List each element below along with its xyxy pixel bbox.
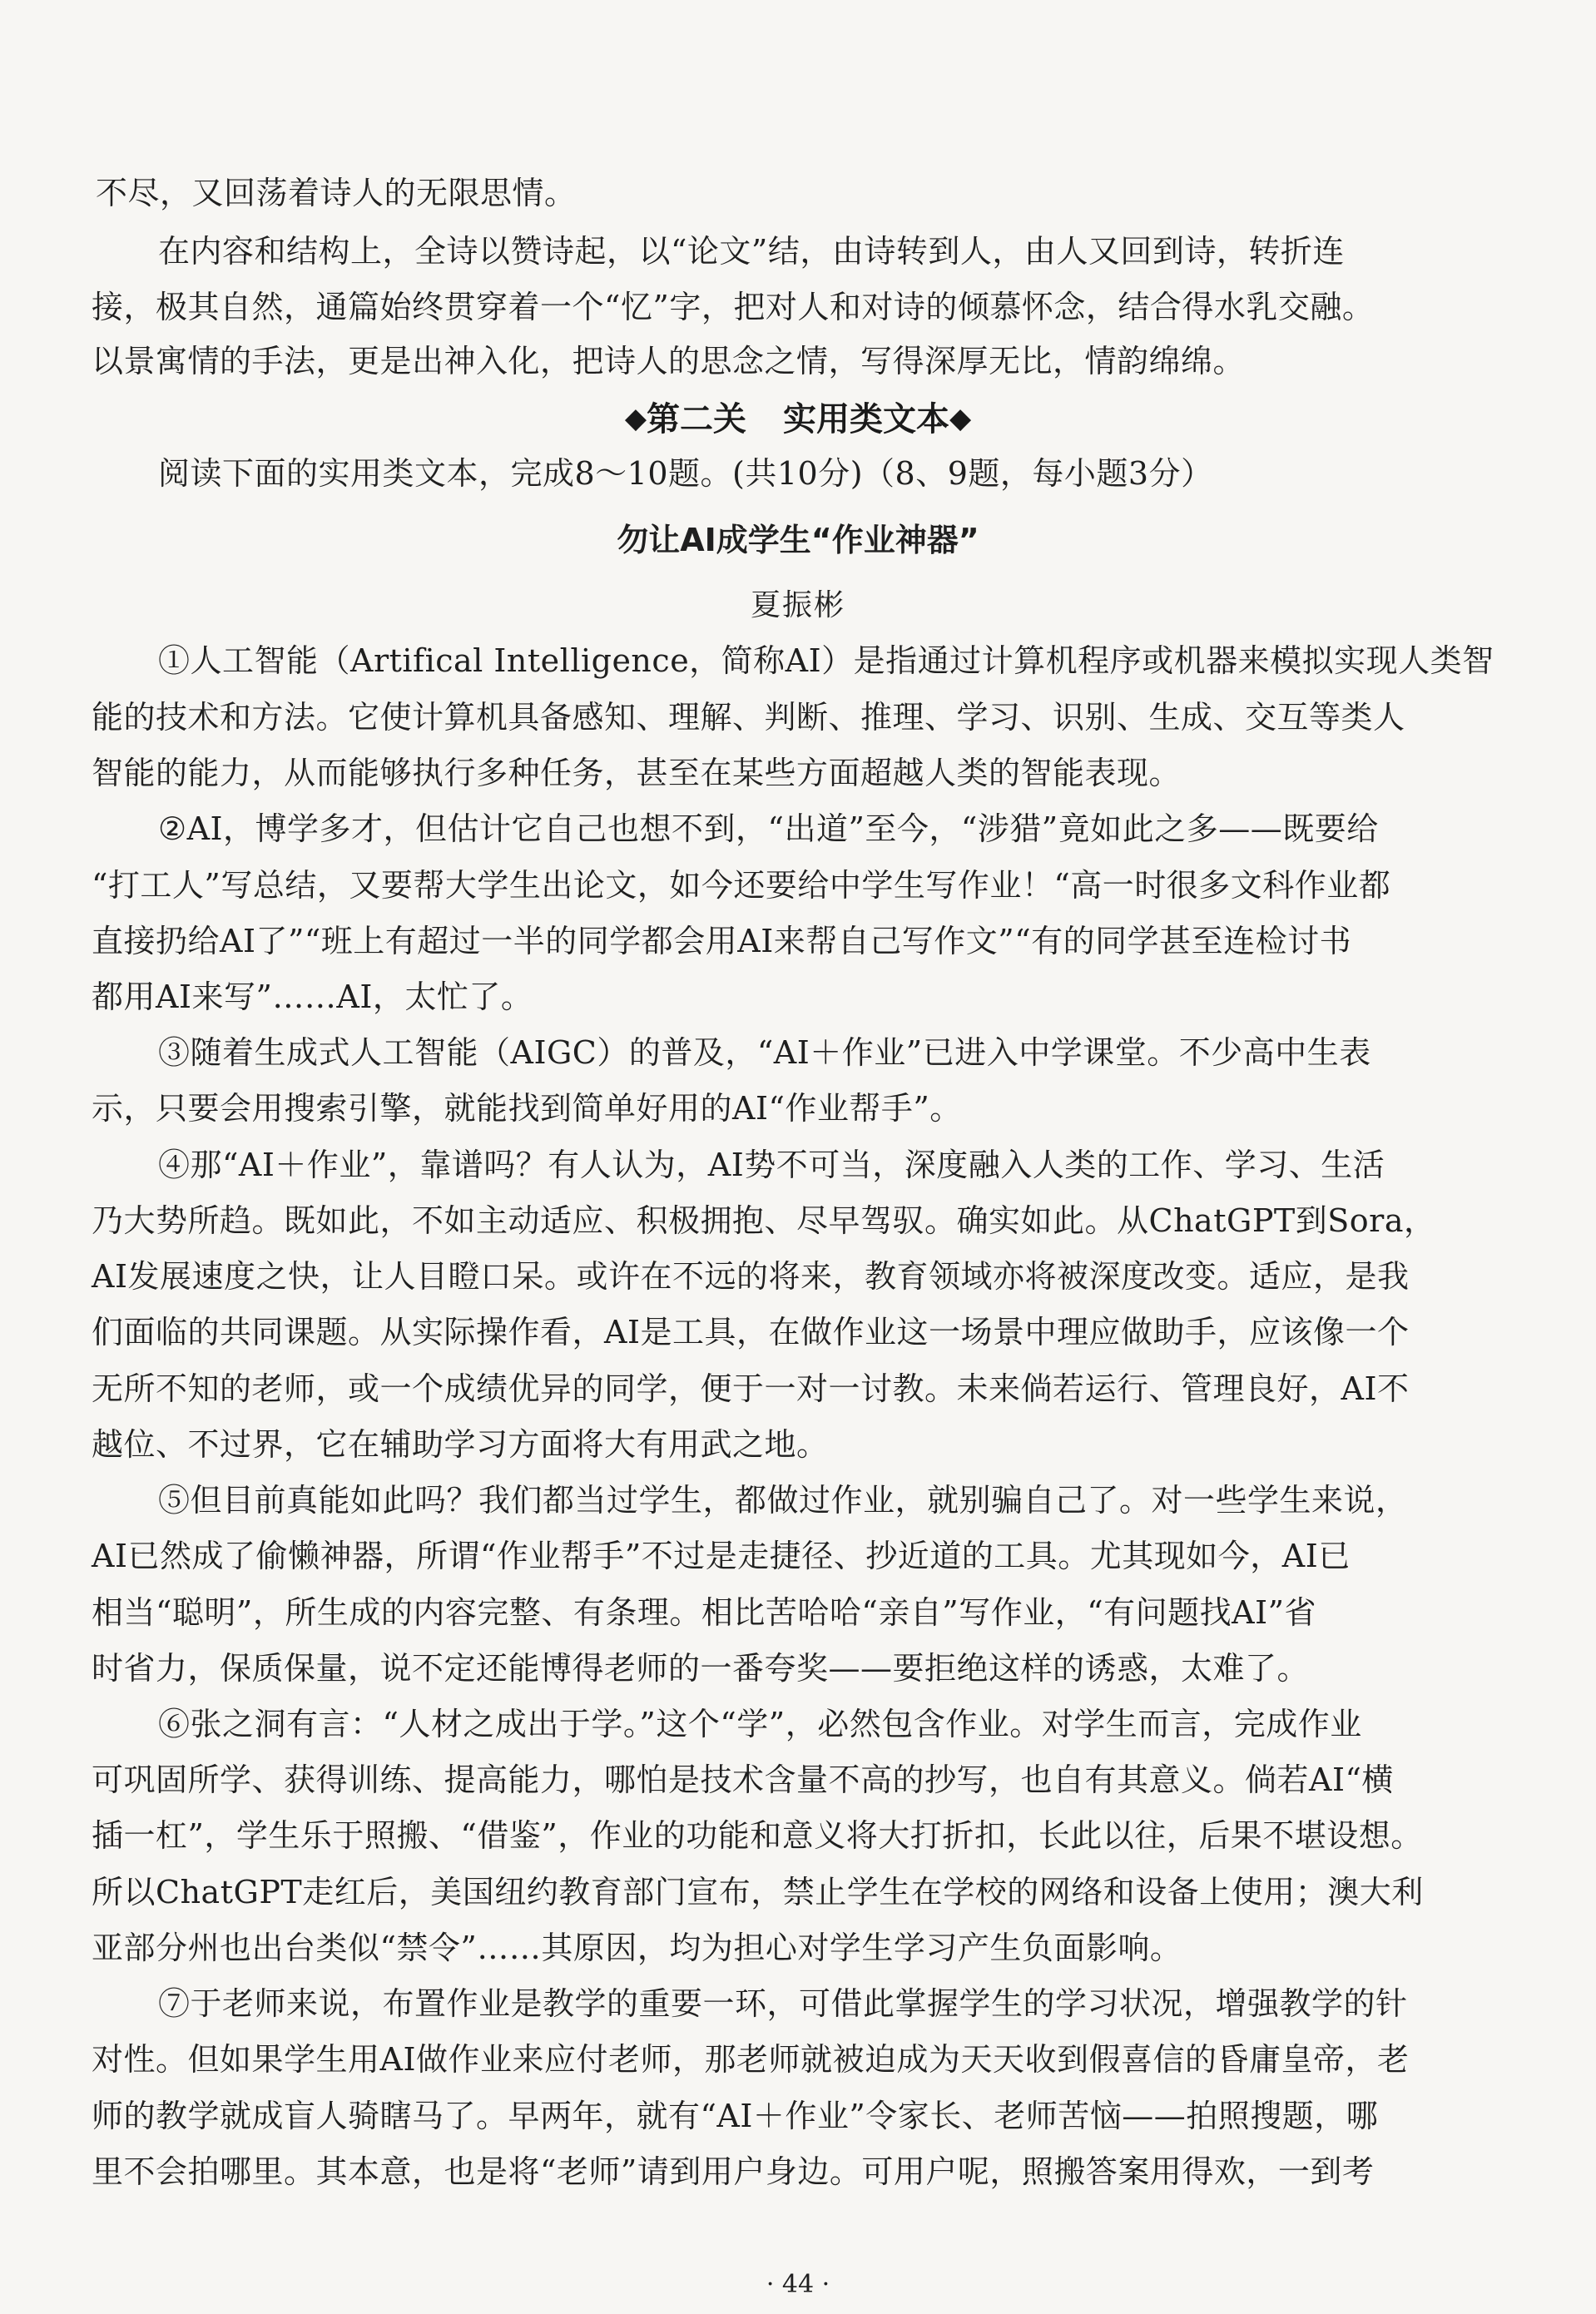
article-line: 们面临的共同课题。从实际操作看，AI是工具，在做作业这一场景中理应做助手，应该像一个	[92, 1314, 1410, 1350]
article-line: 都用AI来写”……AI，太忙了。	[92, 979, 533, 1015]
article-line: ④那“AI＋作业”，靠谱吗？有人认为，AI势不可当，深度融入人类的工作、学习、生活	[158, 1147, 1385, 1183]
article-author: 夏振彬	[750, 588, 845, 622]
article-line: 智能的能力，从而能够执行多种任务，甚至在某些方面超越人类的智能表现。	[92, 755, 1182, 791]
article-line: ⑥张之洞有言：“人材之成出于学。”这个“学”，必然包含作业。对学生而言，完成作业	[158, 1706, 1362, 1742]
page-number: · 44 ·	[766, 2270, 830, 2299]
diamond-icon: ◆	[949, 402, 972, 435]
diamond-icon: ◆	[624, 402, 647, 435]
article-line: 示，只要会用搜索引擎，就能找到简单好用的AI“作业帮手”。	[92, 1090, 962, 1127]
intro-line: 以景寓情的手法，更是出神入化，把诗人的思念之情，写得深厚无比，情韵绵绵。	[92, 343, 1246, 379]
article-line: 里不会拍哪里。其本意，也是将“老师”请到用户身边。可用户呢，照搬答案用得欢，一到考	[92, 2153, 1375, 2190]
article-line: ②AI，博学多才，但估计它自己也想不到，“出道”至今，“涉猎”竟如此之多——既要给	[158, 810, 1379, 847]
article-line: 直接扔给AI了”“班上有超过一半的同学都会用AI来帮自己写作文”“有的同学甚至连检讨书	[92, 923, 1352, 959]
article-line: ⑦于老师来说，布置作业是教学的重要一环，可借此掌握学生的学习状况，增强教学的针	[158, 1985, 1408, 2022]
article-line: 插一杠”，学生乐于照搬、“借鉴”，作业的功能和意义将大打折扣，长此以往，后果不堪设想。	[92, 1817, 1423, 1854]
article-title: 勿让AI成学生“作业神器”	[617, 522, 979, 558]
section-name: 实用类文本	[783, 400, 949, 439]
article-line: ⑤但目前真能如此吗？我们都当过学生，都做过作业，就别骗自己了。对一些学生来说，	[158, 1482, 1408, 1519]
article-line: 师的教学就成盲人骑瞎马了。早两年，就有“AI＋作业”令家长、老师苦恼——拍照搜题，哪	[92, 2098, 1379, 2134]
section-level: 第二关	[647, 400, 746, 439]
article-line: 所以ChatGPT走红后，美国纽约教育部门宣布，禁止学生在学校的网络和设备上使用；澳大利	[92, 1874, 1424, 1910]
article-line: 亚部分州也出台类似“禁令”……其原因，均为担心对学生学习产生负面影响。	[92, 1930, 1182, 1966]
article-line: AI发展速度之快，让人目瞪口呆。或许在不远的将来，教育领域亦将被深度改变。适应，是我	[92, 1258, 1410, 1295]
article-line: 可巩固所学、获得训练、提高能力，哪怕是技术含量不高的抄写，也自有其意义。倘若AI“横	[92, 1762, 1394, 1798]
intro-line: 在内容和结构上，全诗以赞诗起，以“论文”结，由诗转到人，由人又回到诗，转折连	[158, 233, 1345, 270]
article-line: “打工人”写总结，又要帮大学生出论文，如今还要给中学生写作业！“高一时很多文科作业都	[92, 867, 1391, 904]
article-line: ①人工智能（Artifical Intelligence，简称AI）是指通过计算机程序或机器来模拟实现人类智	[158, 642, 1494, 679]
article-line: AI已然成了偷懒神器，所谓“作业帮手”不过是走捷径、抄近道的工具。尤其现如今，AI已	[92, 1538, 1351, 1574]
article-line: ③随着生成式人工智能（AIGC）的普及，“AI＋作业”已进入中学课堂。不少高中生表	[158, 1034, 1371, 1071]
article-line: 越位、不过界，它在辅助学习方面将大有用武之地。	[92, 1426, 829, 1463]
article-line: 时省力，保质保量，说不定还能博得老师的一番夸奖——要拒绝这样的诱惑，太难了。	[92, 1650, 1310, 1687]
article-line: 能的技术和方法。它使计算机具备感知、理解、判断、推理、学习、识别、生成、交互等类人	[92, 699, 1405, 736]
article-line: 乃大势所趋。既如此，不如主动适应、积极拥抱、尽早驾驭。确实如此。从ChatGPT到Sora，	[92, 1202, 1436, 1239]
article-line: 无所不知的老师，或一个成绩优异的同学，便于一对一讨教。未来倘若运行、管理良好，AI不	[92, 1370, 1410, 1407]
intro-line: 不尽，又回荡着诗人的无限思情。	[96, 175, 577, 211]
intro-line: 接，极其自然，通篇始终贯穿着一个“忆”字，把对人和对诗的倾慕怀念，结合得水乳交融。	[92, 289, 1375, 325]
instruction: 阅读下面的实用类文本，完成8～10题。(共10分)（8、9题，每小题3分）	[158, 455, 1213, 492]
section-heading	[0, 398, 1596, 440]
article-line: 相当“聪明”，所生成的内容完整、有条理。相比苦哈哈“亲自”写作业，“有问题找AI”省	[92, 1594, 1317, 1631]
article-line: 对性。但如果学生用AI做作业来应付老师，那老师就被迫成为天天收到假喜信的昏庸皇帝，老	[92, 2041, 1410, 2078]
